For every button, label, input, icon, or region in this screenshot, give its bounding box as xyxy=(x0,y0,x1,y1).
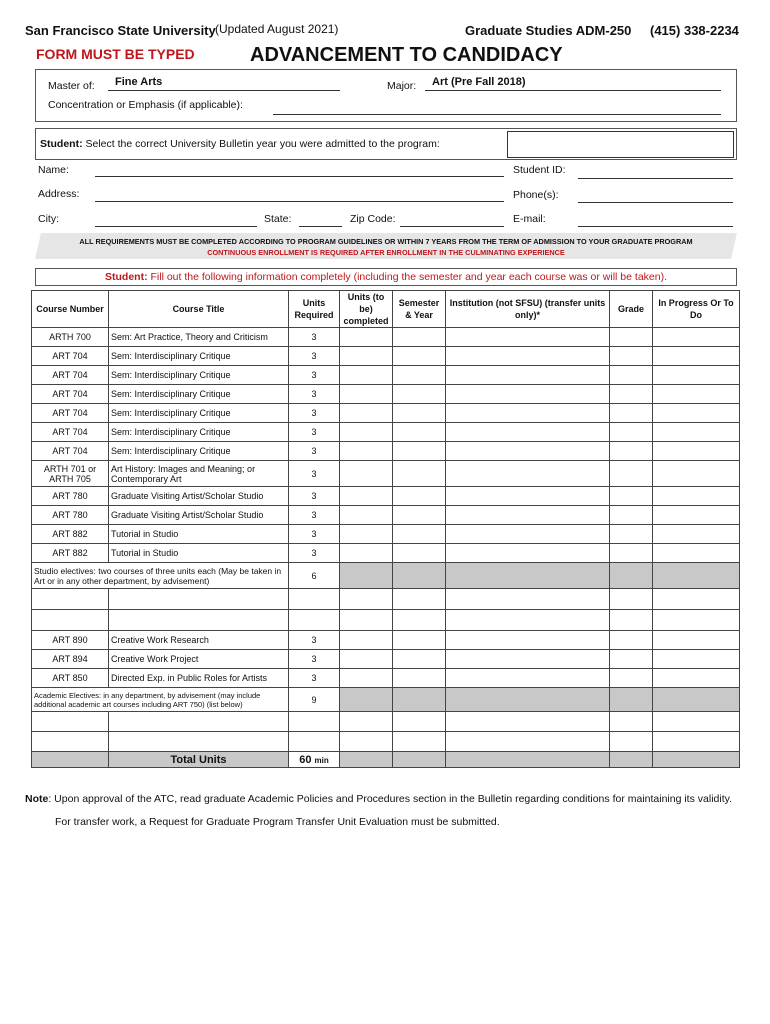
course-number: ART 704 xyxy=(32,404,109,423)
header-course-number: Course Number xyxy=(32,291,109,328)
academic-electives-row xyxy=(32,688,740,712)
blank-row[interactable] xyxy=(32,610,740,631)
progress-cell[interactable] xyxy=(653,385,740,404)
table-row xyxy=(32,423,740,442)
name-label: Name: xyxy=(38,164,69,176)
state-field[interactable] xyxy=(299,226,342,227)
course-number: ART 704 xyxy=(32,442,109,461)
shaded-cell xyxy=(340,752,393,768)
units-required: 3 xyxy=(289,669,340,688)
progress-cell[interactable] xyxy=(653,442,740,461)
units-required: 3 xyxy=(289,650,340,669)
progress-cell[interactable] xyxy=(653,669,740,688)
institution-cell[interactable] xyxy=(446,650,610,669)
name-field[interactable] xyxy=(95,176,504,177)
units-required: 3 xyxy=(289,442,340,461)
progress-cell[interactable] xyxy=(653,347,740,366)
master-line xyxy=(108,90,340,91)
table-row xyxy=(32,366,740,385)
grade-cell[interactable] xyxy=(610,347,653,366)
shaded-cell xyxy=(340,563,393,589)
units-required: 3 xyxy=(289,328,340,347)
approval-note: Note: Upon approval of the ATC, read graduate Academic Policies and Procedures section in the Bulletin regarding conditions for maintaining its validity. xyxy=(25,793,733,805)
units-completed-cell[interactable] xyxy=(340,650,393,669)
grade-cell[interactable] xyxy=(610,631,653,650)
institution-cell[interactable] xyxy=(446,544,610,563)
institution-cell[interactable] xyxy=(446,669,610,688)
semester-cell[interactable] xyxy=(393,669,446,688)
university-name: San Francisco State University xyxy=(25,23,216,38)
student-id-field[interactable] xyxy=(578,178,733,179)
course-title: Graduate Visiting Artist/Scholar Studio xyxy=(109,506,289,525)
updated-date: (Updated August 2021) xyxy=(215,22,339,36)
units-required: 9 xyxy=(289,688,340,712)
units-completed-cell[interactable] xyxy=(340,385,393,404)
email-field[interactable] xyxy=(578,226,733,227)
form-code: Graduate Studies ADM-250 xyxy=(465,23,632,38)
semester-cell[interactable] xyxy=(393,347,446,366)
major-label: Major: xyxy=(387,80,417,92)
semester-cell[interactable] xyxy=(393,461,446,487)
units-completed-cell[interactable] xyxy=(340,442,393,461)
city-label: City: xyxy=(38,213,59,225)
units-required: 3 xyxy=(289,525,340,544)
units-completed-cell[interactable] xyxy=(340,669,393,688)
grade-cell[interactable] xyxy=(610,461,653,487)
academic-electives-text: Academic Electives: in any department, by advisement (may include additional academic art courses including ART 750) (list below) xyxy=(32,688,289,712)
blank-row[interactable] xyxy=(32,712,740,732)
shaded-cell xyxy=(393,688,446,712)
table-row xyxy=(32,669,740,688)
total-row xyxy=(32,752,740,768)
institution-cell[interactable] xyxy=(446,328,610,347)
table-row xyxy=(32,442,740,461)
header-in-progress: In Progress Or To Do xyxy=(653,291,740,328)
header-units-required: Units Required xyxy=(289,291,340,328)
bulletin-prompt: Student: Select the correct University Bulletin year you were admitted to the program: xyxy=(40,138,440,150)
shaded-cell xyxy=(653,688,740,712)
course-title: Sem: Interdisciplinary Critique xyxy=(109,347,289,366)
student-id-label: Student ID: xyxy=(513,164,566,176)
institution-cell[interactable] xyxy=(446,366,610,385)
grade-cell[interactable] xyxy=(610,487,653,506)
institution-cell[interactable] xyxy=(446,347,610,366)
course-title: Tutorial in Studio xyxy=(109,525,289,544)
grade-cell[interactable] xyxy=(610,506,653,525)
units-completed-cell[interactable] xyxy=(340,525,393,544)
progress-cell[interactable] xyxy=(653,423,740,442)
grade-cell[interactable] xyxy=(610,423,653,442)
master-label: Master of: xyxy=(48,80,95,92)
progress-cell[interactable] xyxy=(653,366,740,385)
table-row xyxy=(32,487,740,506)
shaded-cell xyxy=(446,563,610,589)
course-title: Creative Work Project xyxy=(109,650,289,669)
units-completed-cell[interactable] xyxy=(340,487,393,506)
semester-cell[interactable] xyxy=(393,404,446,423)
semester-cell[interactable] xyxy=(393,544,446,563)
table-header-row xyxy=(32,291,740,328)
phone-field[interactable] xyxy=(578,202,733,203)
shaded-cell xyxy=(393,563,446,589)
institution-cell[interactable] xyxy=(446,461,610,487)
grade-cell[interactable] xyxy=(610,544,653,563)
requirements-line-1: ALL REQUIREMENTS MUST BE COMPLETED ACCORDING TO PROGRAM GUIDELINES OR WITHIN 7 YEARS FROM THE TERM OF ADMISSION TO YOUR GRADUATE PROGRAM xyxy=(79,237,693,246)
header-units-completed: Units (to be) completed xyxy=(340,291,393,328)
zip-field[interactable] xyxy=(400,226,504,227)
table-row xyxy=(32,385,740,404)
course-title: Sem: Interdisciplinary Critique xyxy=(109,404,289,423)
units-required: 3 xyxy=(289,423,340,442)
units-completed-cell[interactable] xyxy=(340,347,393,366)
table-row xyxy=(32,404,740,423)
units-required: 3 xyxy=(289,347,340,366)
master-value[interactable]: Fine Arts xyxy=(115,76,163,88)
units-required: 3 xyxy=(289,544,340,563)
shaded-cell xyxy=(653,563,740,589)
blank-row[interactable] xyxy=(32,732,740,752)
institution-cell[interactable] xyxy=(446,631,610,650)
semester-cell[interactable] xyxy=(393,366,446,385)
units-completed-cell[interactable] xyxy=(340,404,393,423)
table-row xyxy=(32,461,740,487)
shaded-cell xyxy=(610,688,653,712)
concentration-label: Concentration or Emphasis (if applicable): xyxy=(48,99,243,111)
units-completed-cell[interactable] xyxy=(340,461,393,487)
total-units: 60 min xyxy=(289,752,340,768)
progress-cell[interactable] xyxy=(653,461,740,487)
units-required: 3 xyxy=(289,404,340,423)
shaded-cell xyxy=(446,688,610,712)
must-type-warning: FORM MUST BE TYPED xyxy=(36,46,195,62)
course-number: ART 894 xyxy=(32,650,109,669)
progress-cell[interactable] xyxy=(653,544,740,563)
address-label: Address: xyxy=(38,188,80,200)
office-phone: (415) 338-2234 xyxy=(650,23,739,38)
fill-out-instruction: Student: Fill out the following information completely (including the semester and year each course was or will be taken). xyxy=(105,271,667,283)
course-number: ART 850 xyxy=(32,669,109,688)
grade-cell[interactable] xyxy=(610,366,653,385)
bulletin-year-input[interactable] xyxy=(507,131,734,158)
units-required: 3 xyxy=(289,506,340,525)
institution-cell[interactable] xyxy=(446,404,610,423)
course-number: ART 882 xyxy=(32,544,109,563)
course-number: ART 890 xyxy=(32,631,109,650)
shaded-cell xyxy=(32,752,109,768)
course-number: ART 704 xyxy=(32,423,109,442)
semester-cell[interactable] xyxy=(393,487,446,506)
city-field[interactable] xyxy=(95,226,257,227)
semester-cell[interactable] xyxy=(393,423,446,442)
semester-cell[interactable] xyxy=(393,328,446,347)
units-completed-cell[interactable] xyxy=(340,544,393,563)
semester-cell[interactable] xyxy=(393,650,446,669)
course-title: Sem: Interdisciplinary Critique xyxy=(109,442,289,461)
grade-cell[interactable] xyxy=(610,650,653,669)
zip-label: Zip Code: xyxy=(350,213,396,225)
address-field[interactable] xyxy=(95,201,504,202)
course-number: ART 882 xyxy=(32,525,109,544)
progress-cell[interactable] xyxy=(653,487,740,506)
units-completed-cell[interactable] xyxy=(340,366,393,385)
units-required: 3 xyxy=(289,631,340,650)
total-label: Total Units xyxy=(109,752,289,768)
course-title: Sem: Interdisciplinary Critique xyxy=(109,385,289,404)
course-table xyxy=(31,290,740,768)
units-required: 3 xyxy=(289,487,340,506)
grade-cell[interactable] xyxy=(610,328,653,347)
progress-cell[interactable] xyxy=(653,506,740,525)
units-completed-cell[interactable] xyxy=(340,423,393,442)
institution-cell[interactable] xyxy=(446,487,610,506)
course-title: Sem: Art Practice, Theory and Criticism xyxy=(109,328,289,347)
header-grade: Grade xyxy=(610,291,653,328)
institution-cell[interactable] xyxy=(446,423,610,442)
header-course-title: Course Title xyxy=(109,291,289,328)
units-required: 6 xyxy=(289,563,340,589)
course-title: Creative Work Research xyxy=(109,631,289,650)
shaded-cell xyxy=(610,563,653,589)
table-row xyxy=(32,506,740,525)
grade-cell[interactable] xyxy=(610,442,653,461)
course-number: ART 704 xyxy=(32,385,109,404)
institution-cell[interactable] xyxy=(446,442,610,461)
shaded-cell xyxy=(446,752,610,768)
phone-label: Phone(s): xyxy=(513,189,559,201)
semester-cell[interactable] xyxy=(393,525,446,544)
table-row xyxy=(32,544,740,563)
concentration-field[interactable] xyxy=(273,114,721,115)
institution-cell[interactable] xyxy=(446,525,610,544)
header-institution: Institution (not SFSU) (transfer units only)* xyxy=(446,291,610,328)
course-number: ART 780 xyxy=(32,506,109,525)
table-row xyxy=(32,347,740,366)
units-completed-cell[interactable] xyxy=(340,506,393,525)
grade-cell[interactable] xyxy=(610,525,653,544)
progress-cell[interactable] xyxy=(653,328,740,347)
course-title: Directed Exp. in Public Roles for Artists xyxy=(109,669,289,688)
progress-cell[interactable] xyxy=(653,525,740,544)
units-completed-cell[interactable] xyxy=(340,631,393,650)
grade-cell[interactable] xyxy=(610,669,653,688)
course-title: Art History: Images and Meaning; or Contemporary Art xyxy=(109,461,289,487)
units-completed-cell[interactable] xyxy=(340,328,393,347)
course-title: Graduate Visiting Artist/Scholar Studio xyxy=(109,487,289,506)
progress-cell[interactable] xyxy=(653,650,740,669)
major-line xyxy=(425,90,721,91)
shaded-cell xyxy=(610,752,653,768)
institution-cell[interactable] xyxy=(446,385,610,404)
header-semester-year: Semester & Year xyxy=(393,291,446,328)
semester-cell[interactable] xyxy=(393,442,446,461)
course-number: ART 780 xyxy=(32,487,109,506)
studio-electives-row xyxy=(32,563,740,589)
semester-cell[interactable] xyxy=(393,631,446,650)
grade-cell[interactable] xyxy=(610,385,653,404)
studio-electives-text: Studio electives: two courses of three units each (May be taken in Art or in any other department, by advisement) xyxy=(32,563,289,589)
shaded-cell xyxy=(393,752,446,768)
course-number: ARTH 701 or ARTH 705 xyxy=(32,461,109,487)
table-row xyxy=(32,525,740,544)
grade-cell[interactable] xyxy=(610,404,653,423)
shaded-cell xyxy=(653,752,740,768)
requirements-line-2: CONTINUOUS ENROLLMENT IS REQUIRED AFTER ENROLLMENT IN THE CULMINATING EXPERIENCE xyxy=(207,248,565,257)
course-title: Sem: Interdisciplinary Critique xyxy=(109,423,289,442)
table-row xyxy=(32,328,740,347)
course-title: Tutorial in Studio xyxy=(109,544,289,563)
email-label: E-mail: xyxy=(513,213,546,225)
units-required: 3 xyxy=(289,366,340,385)
units-required: 3 xyxy=(289,461,340,487)
institution-cell[interactable] xyxy=(446,506,610,525)
transfer-note: For transfer work, a Request for Graduate Program Transfer Unit Evaluation must be submitted. xyxy=(55,816,500,828)
blank-row[interactable] xyxy=(32,589,740,610)
page-title: ADVANCEMENT TO CANDIDACY xyxy=(250,44,563,66)
course-number: ART 704 xyxy=(32,347,109,366)
course-number: ART 704 xyxy=(32,366,109,385)
major-value[interactable]: Art (Pre Fall 2018) xyxy=(432,76,526,88)
table-row xyxy=(32,650,740,669)
units-required: 3 xyxy=(289,385,340,404)
progress-cell[interactable] xyxy=(653,631,740,650)
semester-cell[interactable] xyxy=(393,385,446,404)
progress-cell[interactable] xyxy=(653,404,740,423)
shaded-cell xyxy=(340,688,393,712)
semester-cell[interactable] xyxy=(393,506,446,525)
table-row xyxy=(32,631,740,650)
state-label: State: xyxy=(264,213,292,225)
course-title: Sem: Interdisciplinary Critique xyxy=(109,366,289,385)
course-number: ARTH 700 xyxy=(32,328,109,347)
